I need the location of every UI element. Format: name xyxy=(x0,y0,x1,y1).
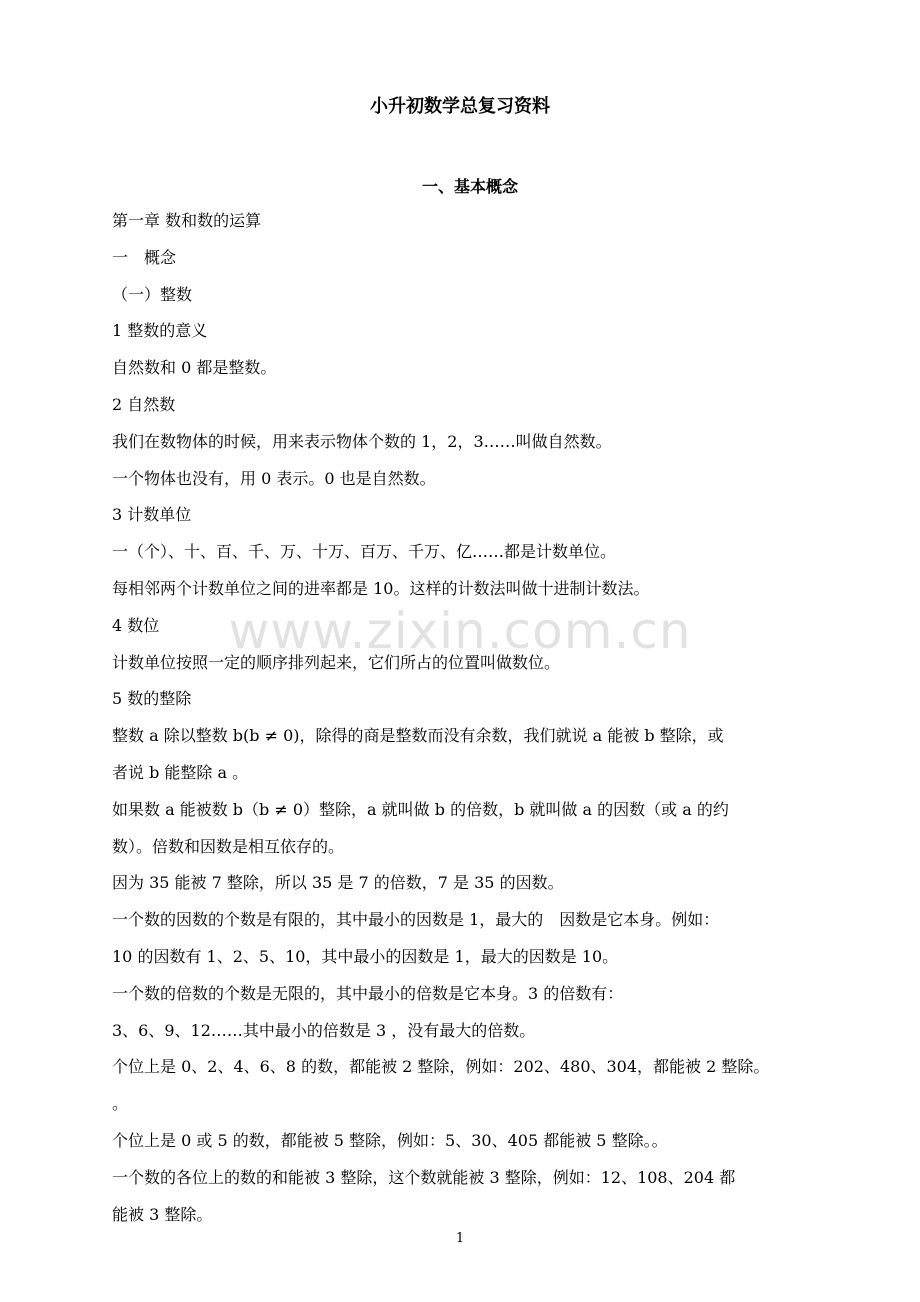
paragraph-line: 自然数和 0 都是整数。 xyxy=(112,358,277,378)
topic-heading: 4 数位 xyxy=(112,615,160,635)
paragraph-line: 个位上是 0 或 5 的数，都能被 5 整除，例如：5、30、405 都能被 5 整除。。 xyxy=(112,1130,668,1150)
watermark: www.zixin.com.cn xyxy=(228,602,692,660)
document-body xyxy=(112,203,824,1233)
paragraph-line: 10 的因数有 1、2、5、10，其中最小的因数是 1，最大的因数是 10。 xyxy=(112,946,619,966)
topic-heading: 2 自然数 xyxy=(112,394,176,414)
topic-heading: 3 计数单位 xyxy=(112,505,192,525)
paragraph-line: 如果数 a 能被数 b（b ≠ 0）整除，a 就叫做 b 的倍数，b 就叫做 a 的因数（或 a 的约 xyxy=(112,799,729,819)
paragraph-line: 一个数的因数的个数是有限的，其中最小的因数是 1，最大的 因数是它本身。例如： xyxy=(112,910,720,930)
document-title: 小升初数学总复习资料 xyxy=(370,96,550,117)
topic-heading: 5 数的整除 xyxy=(112,689,192,709)
topic-heading: 1 整数的意义 xyxy=(112,321,208,341)
paragraph-line: 者说 b 能整除 a 。 xyxy=(112,762,249,782)
paragraph-line: 一个物体也没有，用 0 表示。0 也是自然数。 xyxy=(112,468,436,488)
paragraph-line: 能被 3 整除。 xyxy=(112,1204,213,1224)
page-number: 1 xyxy=(455,1231,465,1246)
paragraph-line: 一个数的倍数的个数是无限的，其中最小的倍数是它本身。3 的倍数有： xyxy=(112,983,624,1003)
paragraph-line: 因为 35 能被 7 整除，所以 35 是 7 的倍数，7 是 35 的因数。 xyxy=(112,873,564,893)
paragraph-line: 整数 a 除以整数 b(b ≠ 0)，除得的商是整数而没有余数，我们就说 a 能被 b 整除，或 xyxy=(112,726,724,746)
paragraph-line: 我们在数物体的时候，用来表示物体个数的 1，2，3……叫做自然数。 xyxy=(112,431,612,451)
chapter-heading: 第一章 数和数的运算 xyxy=(112,211,262,230)
paragraph-line: 一个数的各位上的数的和能被 3 整除，这个数就能被 3 整除，例如：12、108、204 都 xyxy=(112,1167,736,1187)
section-heading: 一、基本概念 xyxy=(421,177,518,196)
paragraph-line: 每相邻两个计数单位之间的进率都是 10。这样的计数法叫做十进制计数法。 xyxy=(112,578,650,598)
subsection-heading: 一 概念 xyxy=(112,247,177,267)
paragraph-line: 3、6、9、12……其中最小的倍数是 3 ，没有最大的倍数。 xyxy=(112,1020,536,1040)
paragraph-line: 。 xyxy=(112,1094,129,1114)
paragraph-line: 数）。倍数和因数是相互依存的。 xyxy=(112,836,345,856)
subsection-heading: （一）整数 xyxy=(112,284,193,304)
paragraph-line: 计数单位按照一定的顺序排列起来，它们所占的位置叫做数位。 xyxy=(112,652,561,672)
paragraph-line: 个位上是 0、2、4、6、8 的数，都能被 2 整除，例如：202、480、304，都能被 2 整除。 xyxy=(112,1057,770,1077)
paragraph-line: 一（个）、十、百、千、万、十万、百万、千万、亿……都是计数单位。 xyxy=(112,542,617,562)
